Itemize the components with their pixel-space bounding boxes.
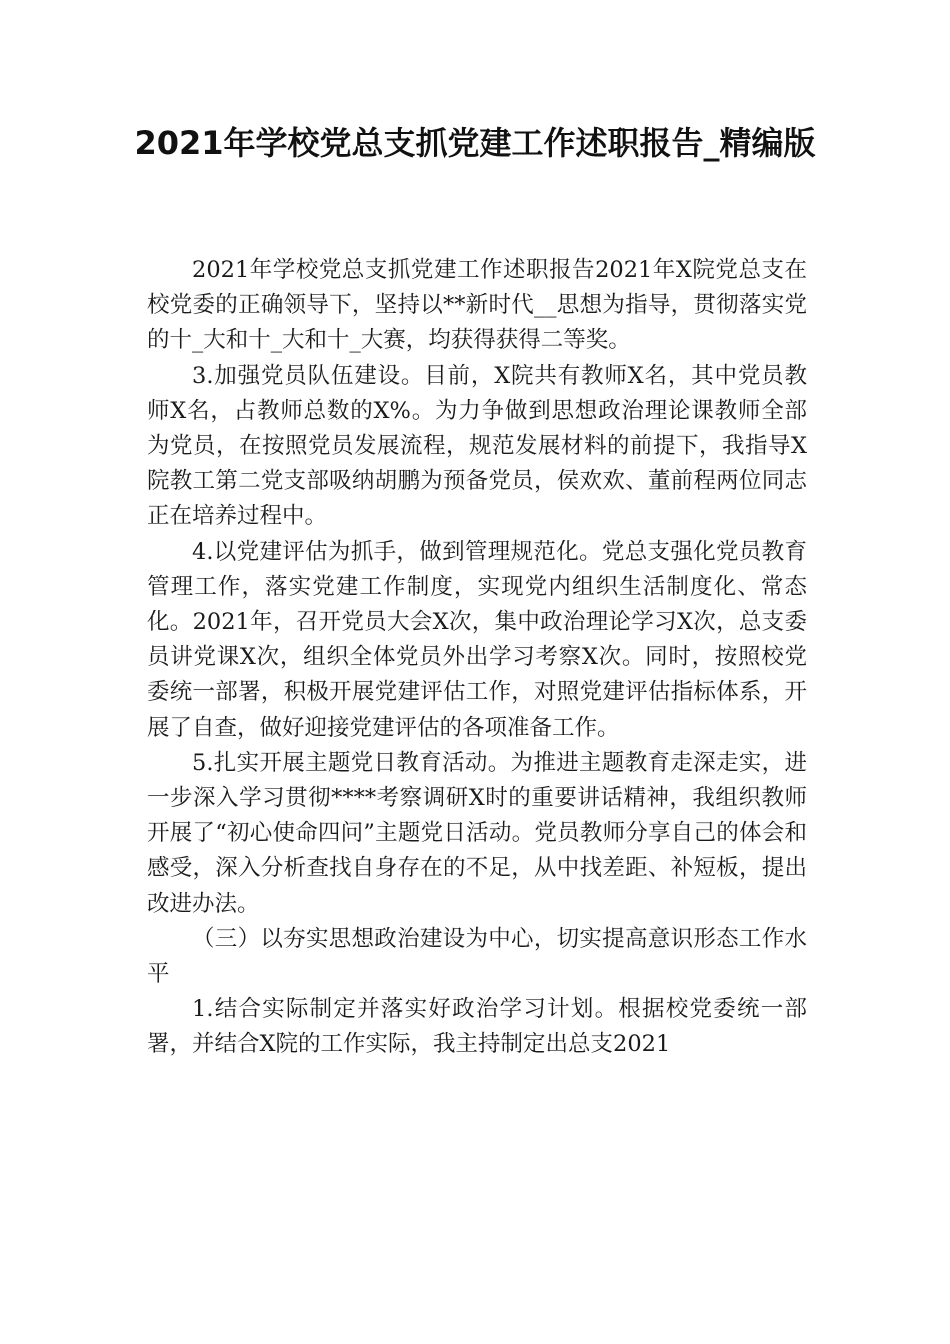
section-heading-3: （三）以夯实思想政治建设为中心，切实提高意识形态工作水平 [147,925,807,988]
paragraph-item-1: 1.结合实际制定并落实好政治学习计划。根据校党委统一部署，并结合X院的工作实际，我主持制定出总支2021 [147,996,807,1058]
paragraph-item-3: 3.加强党员队伍建设。目前，X院共有教师X名，其中党员教师X名，占教师总数的X%。为力争做到思想政治理论课教师全部为党员，在按照党员发展流程，规范发展材料的前提下，我指导X院教工第二党支部吸纳胡鹏为预备党员，侯欢欢、董前程两位同志正在培养过程中。 [147,362,807,530]
document-body [147,253,807,1063]
paragraph-item-4: 4.以党建评估为抓手，做到管理规范化。党总支强化党员教育管理工作，落实党建工作制度，实现党内组织生活制度化、常态化。2021年，召开党员大会X次，集中政治理论学习X次，总支委员讲党课X次，组织全体党员外出学习考察X次。同时，按照校党委统一部署，积极开展党建评估工作，对照党建评估指标体系，开展了自查，做好迎接党建评估的各项准备工作。 [147,538,807,741]
paragraph-intro: 2021年学校党总支抓党建工作述职报告2021年X院党总支在校党委的正确领导下，坚持以**新时代__思想为指导，贯彻落实党的十_大和十_大和十_大赛，均获得获得二等奖。 [147,257,807,354]
document-title: 2021年学校党总支抓党建工作述职报告_精编版 [134,124,816,162]
paragraph-item-5: 5.扎实开展主题党日教育活动。为推进主题教育走深走实，进一步深入学习贯彻****考察调研X时的重要讲话精神，我组织教师开展了“初心使命四问”主题党日活动。党员教师分享自己的体会和感受，深入分析查找自身存在的不足，从中找差距、补短板，提出改进办法。 [147,749,807,917]
